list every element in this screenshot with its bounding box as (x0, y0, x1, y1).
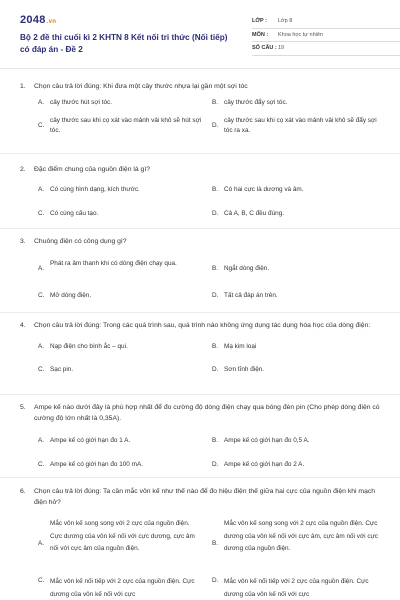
option-text: Mạ kim loại (224, 343, 257, 350)
option-text: Mắc vôn kế nối tiếp với 2 cực của nguồn điện. Cực dương của vôn kế nối với cực (50, 578, 195, 598)
option-b[interactable] (212, 518, 382, 570)
options (20, 247, 382, 303)
question-number: 3. (20, 238, 26, 245)
option-text: Sơn tĩnh điện. (224, 366, 265, 373)
option-letter: A. (38, 186, 45, 193)
question-stem (20, 402, 382, 424)
option-text: cây thước sau khi cọ xát vào mảnh vải khô sẽ đẩy sợi tóc ra xa. (224, 117, 377, 134)
option-text: Sạc pin. (50, 366, 74, 373)
option-text: cây thước đẩy sợi tóc. (224, 99, 288, 106)
site-logo[interactable] (20, 14, 56, 26)
logo-suffix: .vn (46, 19, 57, 25)
option-letter: C. (38, 577, 45, 584)
question-4 (20, 320, 382, 379)
option-text: cây thước hút sợi tóc. (50, 99, 113, 106)
meta-row-count (252, 42, 400, 56)
options (20, 508, 382, 598)
question-3 (20, 236, 382, 303)
question-number: 5. (20, 404, 26, 411)
option-text: Mắc vôn kế song song với 2 cực của nguồn điện. Cực dương của vôn kế nối với cực dương, cực âm nối với cực âm của nguồn điện. (50, 520, 195, 552)
question-number: 2. (20, 166, 26, 173)
meta-value: Khoa học tự nhiên (278, 31, 323, 38)
question-5 (20, 402, 382, 472)
question-stem (20, 164, 382, 175)
option-letter: C. (38, 461, 45, 468)
option-letter: A. (38, 99, 45, 106)
option-text: Nạp điện cho bình ắc – qui. (50, 343, 128, 350)
option-letter: D. (212, 366, 219, 373)
question-divider (0, 312, 400, 313)
option-text: Mở dòng điện. (50, 292, 92, 299)
question-2 (20, 164, 382, 219)
question-text: Ampe kế nào dưới đây là phù hợp nhất để đo cường độ dòng điện chạy qua bóng đèn pin (Cho phép dòng điện có cường độ lớn nhất là 0,35A). (34, 404, 380, 422)
option-letter: B. (212, 99, 219, 106)
meta-row-subject (252, 29, 400, 43)
option-text: Ngắt dòng điện. (224, 265, 270, 272)
option-letter: C. (38, 210, 45, 217)
meta-row-grade (252, 15, 400, 29)
option-letter: A. (38, 343, 45, 350)
question-stem (20, 236, 382, 247)
option-text: Mắc vôn kế song song với 2 cực của nguồn điện. Cực dương của vôn kế nối với cực âm, cực âm nối với cực dương của nguồn điện. (224, 520, 378, 552)
meta-label: SỐ CÂU : (252, 45, 277, 51)
option-c[interactable] (38, 576, 212, 600)
meta-label: MÔN : (252, 31, 269, 38)
question-text: Chuông điện có công dụng gì? (34, 238, 127, 245)
option-text: Có cùng hình dạng, kích thước. (50, 186, 140, 193)
question-text: Chọn câu trả lời đúng: Ta cần mắc vôn kế như thế nào để đo hiệu điện thế giữa hai cực của nguồn điện khi mạch điện hở? (34, 488, 376, 506)
question-divider (0, 153, 400, 154)
question-divider (0, 228, 400, 229)
question-text: Chọn câu trả lời đúng: Trong các quá trình sau, quá trình nào không ứng dụng tác dụng hóa học của dòng điện: (34, 322, 371, 329)
question-1 (20, 81, 382, 134)
question-number: 6. (20, 488, 26, 495)
header-divider (0, 68, 400, 69)
meta-table (252, 15, 400, 56)
question-stem (20, 486, 382, 508)
option-text: Có hai cực là dương và âm. (224, 186, 304, 193)
option-text: Cả A, B, C đều đúng. (224, 210, 285, 217)
question-divider (0, 394, 400, 395)
options (20, 92, 382, 134)
option-text: Mắc vôn kế nối tiếp với 2 cực của nguồn điện. Cực dương của vôn kế nối với cực (224, 578, 369, 598)
option-letter: C. (38, 366, 45, 373)
option-letter: D. (212, 292, 219, 299)
option-letter: B. (212, 540, 219, 547)
option-text: Tất cả đáp án trên. (224, 292, 278, 299)
options (20, 424, 382, 472)
question-6 (20, 486, 382, 598)
logo-text: 2048 (20, 14, 46, 26)
question-divider (0, 477, 400, 478)
option-letter: A. (38, 540, 45, 547)
question-number: 1. (20, 83, 26, 90)
question-stem (20, 320, 382, 331)
option-letter: C. (38, 122, 45, 129)
option-letter: B. (212, 186, 219, 193)
meta-value: 19 (278, 45, 285, 51)
question-text: Chọn câu trả lời đúng: Khi đưa một cây thước nhựa lại gần một sợi tóc (34, 83, 248, 90)
options (20, 175, 382, 219)
option-letter: B. (212, 265, 219, 272)
question-number: 4. (20, 322, 26, 329)
option-text: Ampe kế có giới hạn đo 2 A. (224, 461, 305, 468)
option-text: cây thước sau khi cọ xát vào mảnh vải khô sẽ hút sợi tóc. (50, 117, 202, 134)
option-d[interactable] (212, 576, 382, 600)
option-text: Ampe kế có giới hạn đo 100 mA. (50, 461, 144, 468)
option-text: Ampe kế có giới hạn đo 1 A. (50, 437, 131, 444)
option-text: Có cùng cấu tạo. (50, 210, 99, 217)
option-letter: D. (212, 461, 219, 468)
options (20, 331, 382, 379)
meta-label: LỚP : (252, 18, 267, 24)
option-letter: D. (212, 210, 219, 217)
option-letter: B. (212, 343, 219, 350)
meta-value: Lớp 8 (278, 18, 293, 24)
page-header (20, 12, 382, 58)
option-a[interactable] (38, 518, 212, 570)
option-letter: A. (38, 265, 45, 272)
question-stem (20, 81, 382, 92)
option-letter: B. (212, 437, 219, 444)
option-letter: D. (212, 122, 219, 129)
option-letter: C. (38, 292, 45, 299)
option-letter: D. (212, 577, 219, 584)
option-text: Ampe kế có giới hạn đo 0,5 A. (224, 437, 310, 444)
document-title: Bộ 2 đề thi cuối kì 2 KHTN 8 Kết nối tri thức (Nối tiếp) có đáp án - Đề 2 (20, 33, 228, 54)
option-letter: A. (38, 437, 45, 444)
question-text: Đặc điểm chung của nguồn điện là gì? (34, 166, 151, 173)
option-text: Phát ra âm thanh khi có dòng điện chạy qua. (50, 260, 177, 267)
